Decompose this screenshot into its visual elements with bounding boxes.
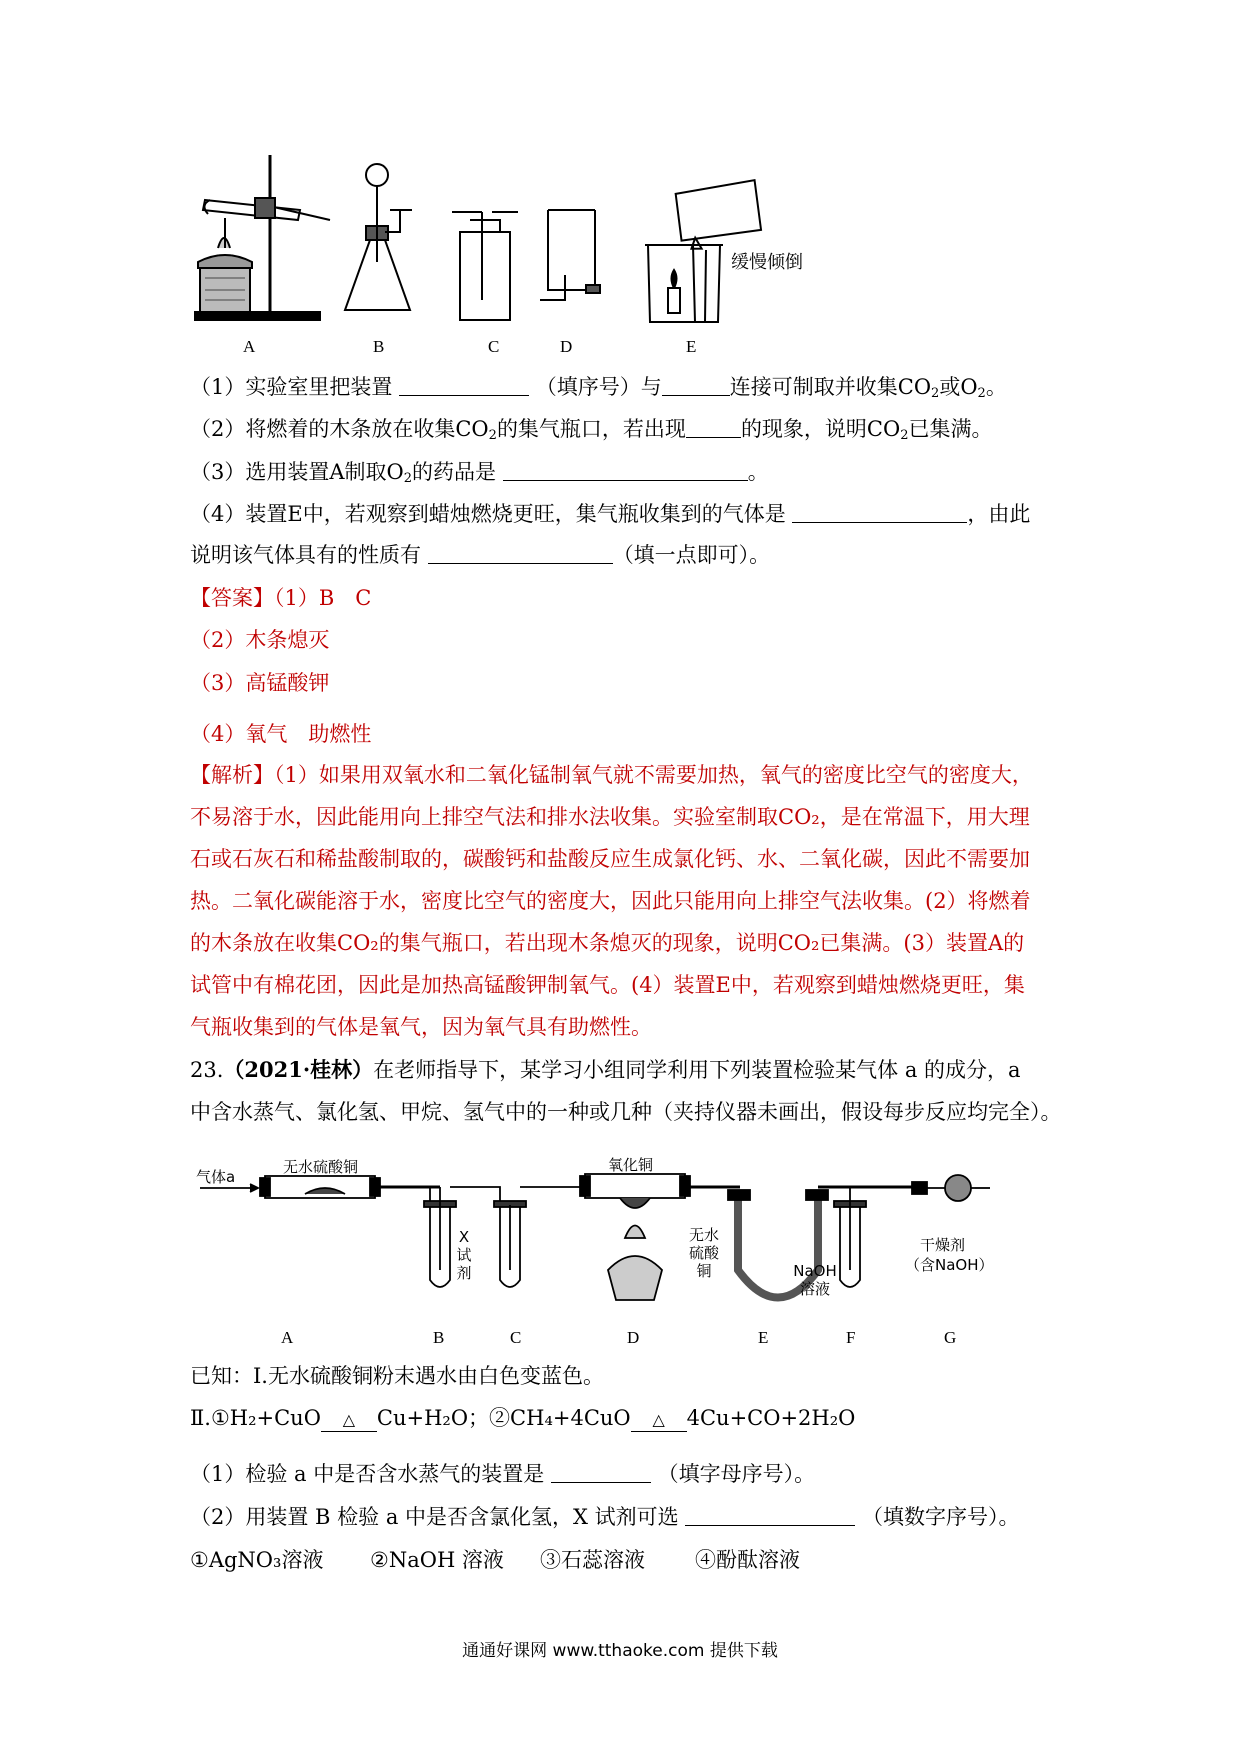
figure1-label-c: C [488, 337, 500, 356]
answer-line-4: （4）氧气 助燃性 [190, 722, 372, 746]
question-source: （2021·桂林） [223, 1057, 374, 1082]
figure1-label-d: D [560, 337, 573, 356]
question-4-continued: 说明该气体具有的性质有 （填一点即可）。 [190, 543, 771, 567]
analysis-line-5: 的木条放在收集CO₂的集气瓶口，若出现木条熄灭的现象，说明CO₂已集满。(3）装置A的 [190, 931, 1025, 955]
answer-line-2: （2）木条熄灭 [190, 628, 330, 652]
question-3: （3）选用装置A制取$O_2$的药品是 。 [190, 460, 769, 486]
figure2-label-f: F [846, 1328, 856, 1347]
answer-blank-reagent[interactable] [503, 458, 748, 481]
known-line-1: 已知：Ⅰ.无水硫酸铜粉末遇水由白色变蓝色。 [190, 1364, 604, 1388]
question-4: （4）装置E中，若观察到蜡烛燃烧更旺，集气瓶收集到的气体是 ，由此 [190, 502, 1031, 526]
analysis-line-7: 气瓶收集到的气体是氧气，因为氧气具有助燃性。 [190, 1015, 652, 1039]
question-23-line-2: 中含水蒸气、氯化氢、甲烷、氢气中的一种或几种（夹持仪器未画出，假设每步反应均完全）。 [190, 1100, 1062, 1124]
question-23-1: （1）检验 a 中是否含水蒸气的装置是 （填字母序号）。 [190, 1462, 816, 1486]
answer-blank-connect[interactable] [662, 373, 730, 396]
figure2-label-g: G [944, 1328, 957, 1347]
drier-label: 干燥剂 [920, 1236, 966, 1254]
known-line-2: Ⅱ.①H₂+CuO △ Cu+H₂O；②CH₄+4CuO △ 4Cu+CO+2H₂O [190, 1406, 856, 1430]
option-2[interactable]: ②NaOH 溶液 [370, 1548, 504, 1572]
apparatus-drawing-2 [0, 1160, 1240, 1360]
figure1-label-b: B [373, 337, 385, 356]
analysis-line-4: 热。二氧化碳能溶于水，密度比空气的密度大，因此只能用向上排空气法收集。(2）将燃着 [190, 889, 1031, 913]
apparatus-drawing-1 [0, 0, 1240, 360]
footer-download-note: 通通好课网 www.tthaoke.com 提供下载 [462, 1641, 778, 1661]
answer-blank-property[interactable] [428, 541, 613, 564]
analysis-heading: 【解析】 [190, 763, 274, 787]
answer-blank-gas[interactable] [792, 500, 967, 523]
figure2-label-e: E [758, 1328, 769, 1347]
answer-blank-phenomenon[interactable] [686, 415, 741, 438]
question-1: （1）实验室里把装置 （填序号）与 连接可制取并收集$CO_2$或$O_2$。 [190, 375, 1007, 401]
option-1[interactable]: ①AgNO₃溶液 [190, 1548, 324, 1572]
figure2-label-a: A [281, 1328, 294, 1347]
cuso4-vertical-label: 无水硫酸铜 [688, 1226, 719, 1280]
options-line [190, 1545, 800, 1575]
naoh-solution-label: NaOH溶液 [793, 1262, 837, 1298]
analysis-line-2: 不易溶于水，因此能用向上排空气法和排水法收集。实验室制取CO₂，是在常温下，用大理 [190, 805, 1030, 829]
figure1-label-a: A [243, 337, 256, 356]
question-number: 23. [190, 1058, 224, 1082]
question-23-line-1: 23.（2021·桂林）在老师指导下，某学习小组同学利用下列装置检验某气体 a 的成分，a [190, 1057, 1021, 1082]
gas-a-label: 气体a [196, 1168, 236, 1186]
answer-line-1: 【答案】（1）B C [190, 586, 372, 610]
cuso4-label: 无水硫酸铜 [283, 1158, 359, 1176]
option-3[interactable]: ③石蕊溶液 [540, 1548, 645, 1572]
answer-blank-water-device[interactable] [551, 1460, 651, 1483]
answer-line-3: （3）高锰酸钾 [190, 671, 330, 695]
pour-slowly-label: 缓慢倾倒 [731, 252, 803, 273]
x-reagent-label: X试剂 [456, 1228, 472, 1282]
answer-heading: 【答案】 [190, 586, 274, 610]
figure2-label-d: D [627, 1328, 640, 1347]
question-2: （2）将燃着的木条放在收集$CO_2$的集气瓶口，若出现 的现象，说明$CO_2$已集满。 [190, 417, 993, 443]
reaction-condition: △ [321, 1409, 377, 1432]
analysis-line-6: 试管中有棉花团，因此是加热高锰酸钾制氧气。(4）装置E中，若观察到蜡烛燃烧更旺，集 [190, 973, 1025, 997]
figure2-label-c: C [510, 1328, 522, 1347]
answer-blank-x-reagent[interactable] [685, 1503, 855, 1526]
option-4[interactable]: ④酚酞溶液 [695, 1548, 800, 1572]
answer-blank-device[interactable] [399, 373, 529, 396]
reaction-condition-2: △ [631, 1409, 687, 1432]
figure2-label-b: B [433, 1328, 445, 1347]
analysis-line-1: 【解析】（1）如果用双氧水和二氧化锰制氧气就不需要加热，氧气的密度比空气的密度大， [190, 763, 1033, 787]
cuo-label: 氧化铜 [608, 1156, 654, 1174]
figure1-label-e: E [686, 337, 697, 356]
drier-note-label: （含NaOH） [905, 1256, 994, 1274]
analysis-line-3: 石或石灰石和稀盐酸制取的，碳酸钙和盐酸反应生成氯化钙、水、二氧化碳，因此不需要加 [190, 847, 1030, 871]
question-23-2: （2）用装置 B 检验 a 中是否含氯化氢，X 试剂可选 （填数字序号）。 [190, 1505, 1020, 1529]
